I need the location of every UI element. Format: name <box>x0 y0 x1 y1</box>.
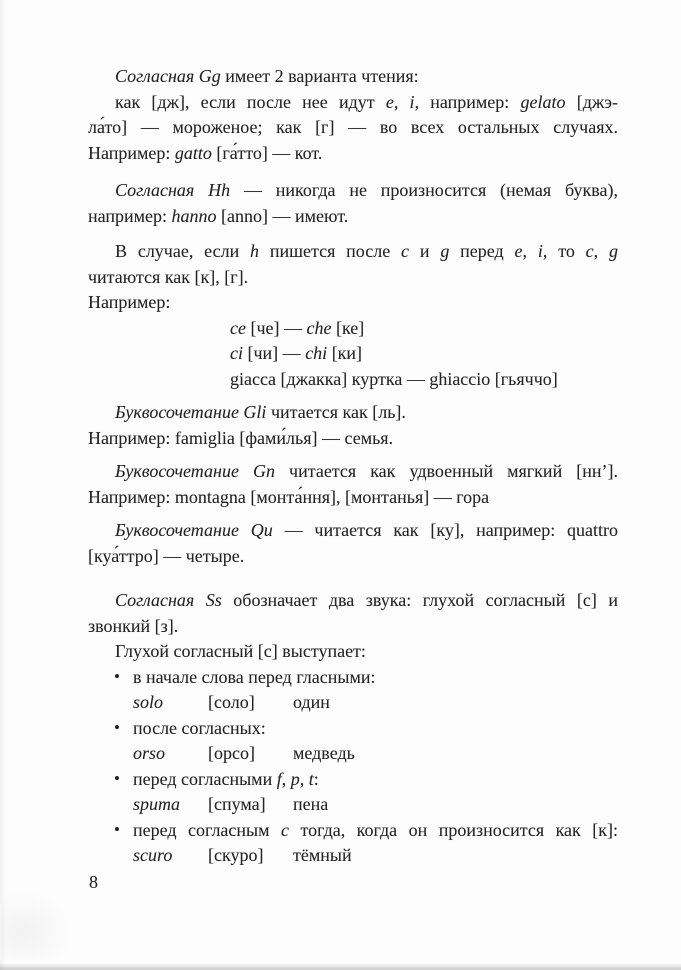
text-line <box>88 367 618 393</box>
bullet-icon: • <box>114 717 120 737</box>
text-run: [чи] — <box>243 343 306 363</box>
bullet-icon: • <box>114 768 120 788</box>
paragraph-g-intro <box>88 64 618 90</box>
text-run: h <box>250 241 260 261</box>
text-run: , <box>281 768 291 789</box>
text-run: : <box>313 768 319 789</box>
text-run: e <box>514 241 523 261</box>
text-line <box>88 265 618 291</box>
text-run: тогда, когда он произносится как [к]: <box>289 819 618 840</box>
text-run: Буквосочетание Gn <box>115 461 275 481</box>
bullet-line <box>88 716 618 742</box>
text-run: , <box>522 241 538 261</box>
text-run: — читается как [ку], например: quattro <box>272 520 619 540</box>
bullet-icon: • <box>114 819 120 839</box>
vocab-word: solo <box>133 692 164 712</box>
text-run: после согласных: <box>133 717 266 738</box>
vocab-translation: тёмный <box>293 845 352 865</box>
text-run: пишется после <box>259 241 402 261</box>
paragraph-g-reading <box>88 90 618 167</box>
text-run: — никогда не произносится (немая буква), <box>230 180 618 200</box>
vocab-transcription: [соло] <box>208 692 255 712</box>
page-text <box>88 64 618 869</box>
page-number: 8 <box>89 872 98 892</box>
text-run: перед согласным <box>133 819 281 840</box>
scan-corner-smudge <box>2 890 72 960</box>
text-run: i <box>537 241 543 261</box>
text-run: gelato <box>520 91 566 112</box>
text-line <box>88 544 618 570</box>
paragraph-qu <box>88 518 618 569</box>
text-line <box>88 459 618 485</box>
text-run: как [дж], если после нее идут <box>115 91 386 112</box>
scan-bottom-shadow <box>0 963 681 970</box>
text-run: g <box>440 241 450 261</box>
text-line <box>88 588 618 614</box>
text-run: Например: famiglia [фами́лья] — семья. <box>88 427 394 448</box>
text-run: читаются как [к], [г]. <box>88 266 249 287</box>
text-run: ce <box>230 317 246 338</box>
text-line <box>88 90 618 116</box>
text-line <box>88 639 618 665</box>
text-run: имеет 2 варианта чтения: <box>220 66 419 86</box>
bullet-line <box>88 767 618 793</box>
text-run: e <box>385 91 394 112</box>
text-line <box>88 341 618 367</box>
text-line <box>88 426 618 452</box>
vocab-transcription: [спума] <box>208 794 266 814</box>
text-line <box>88 204 618 230</box>
paragraph-h-letter <box>88 178 618 229</box>
text-run: c <box>585 241 594 261</box>
vocab-word: spuma <box>133 794 181 814</box>
paragraph-ss <box>88 588 618 869</box>
text-run: читается как удвоенный мягкий [нн’]. <box>275 461 618 481</box>
text-run: c <box>281 819 289 840</box>
scan-left-shade <box>0 0 6 970</box>
text-run: обозначает два звука: глухой согласный [с] и <box>221 590 618 610</box>
text-run: [куа́ттро] — четыре. <box>88 545 245 566</box>
text-run: Согласная Gg <box>115 66 221 86</box>
vocab-row <box>88 741 618 767</box>
text-run: Буквосочетание Qu <box>115 520 273 540</box>
text-run: Например: montagna [монта́ння], [монтанья] — гора <box>88 486 490 507</box>
vocab-transcription: [орсо] <box>208 743 255 763</box>
text-run: giacca [джакка] куртка — ghiaccio [гьяччо] <box>230 368 558 389</box>
text-run: g <box>609 241 618 261</box>
text-run: [ке] <box>331 317 365 338</box>
vocab-row <box>88 792 618 818</box>
text-run: f <box>276 768 282 789</box>
text-run: ла́то] — мороженое; как [г] — во всех остальных случаях. <box>88 117 618 137</box>
bullet-line <box>88 665 618 691</box>
text-line <box>88 64 618 90</box>
vocab-word: scuro <box>133 845 173 865</box>
text-run: hanno <box>171 205 217 226</box>
text-run: в начале слова перед гласными: <box>133 666 376 687</box>
text-run: перед <box>449 241 515 261</box>
paragraph-h-after-cg <box>88 239 618 392</box>
text-run: перед согласными <box>133 768 277 789</box>
text-run: c <box>401 241 410 261</box>
text-line <box>88 316 618 342</box>
text-run: В случае, если <box>115 241 251 261</box>
text-run: ci <box>230 343 243 363</box>
paragraph-gn <box>88 459 618 510</box>
text-run: например: <box>88 205 172 226</box>
text-line <box>88 115 618 141</box>
text-run: Например: <box>88 292 171 312</box>
vocab-transcription: [скуро] <box>208 845 264 865</box>
text-run: , <box>593 241 609 261</box>
text-run: Буквосочетание Gli <box>115 402 267 422</box>
text-run: , например: <box>414 91 521 112</box>
text-run: [га́тто] — кот. <box>211 142 323 163</box>
vocab-translation: один <box>293 692 330 712</box>
text-run: читается как [ль]. <box>266 402 406 422</box>
text-run: и <box>409 241 441 261</box>
paragraph-gli <box>88 400 618 451</box>
bullet-icon: • <box>114 666 120 686</box>
text-run: [ки] <box>327 343 363 363</box>
text-line <box>88 141 618 167</box>
vocab-row <box>88 690 618 716</box>
text-run: Согласная Ss <box>115 590 222 610</box>
text-line <box>88 178 618 204</box>
text-run: che <box>306 317 332 338</box>
vocab-row <box>88 843 618 869</box>
vocab-translation: пена <box>293 794 329 814</box>
text-run: i <box>409 91 415 112</box>
text-line <box>88 485 618 511</box>
text-line <box>88 400 618 426</box>
text-run: [джэ- <box>565 91 619 112</box>
text-run: gatto <box>174 142 212 163</box>
vocab-translation: медведь <box>293 743 355 763</box>
text-run: , то <box>542 241 586 261</box>
text-run: p <box>290 768 300 789</box>
text-run: звонкий [з]. <box>88 615 179 636</box>
vocab-word: orso <box>133 743 166 763</box>
text-line <box>88 239 618 265</box>
text-run: chi <box>305 343 328 363</box>
text-line <box>88 518 618 544</box>
text-run: Согласная Hh <box>115 180 231 200</box>
text-run: [anno] — имеют. <box>216 205 349 226</box>
text-run: , <box>299 768 309 789</box>
bullet-line <box>88 818 618 844</box>
text-run: [че] — <box>245 317 307 338</box>
text-run: Глухой согласный [с] выступает: <box>115 641 366 661</box>
text-run: t <box>308 768 314 789</box>
text-line <box>88 614 618 640</box>
text-run: , <box>393 91 410 112</box>
text-run: Например: <box>88 142 175 163</box>
text-line <box>88 290 618 316</box>
